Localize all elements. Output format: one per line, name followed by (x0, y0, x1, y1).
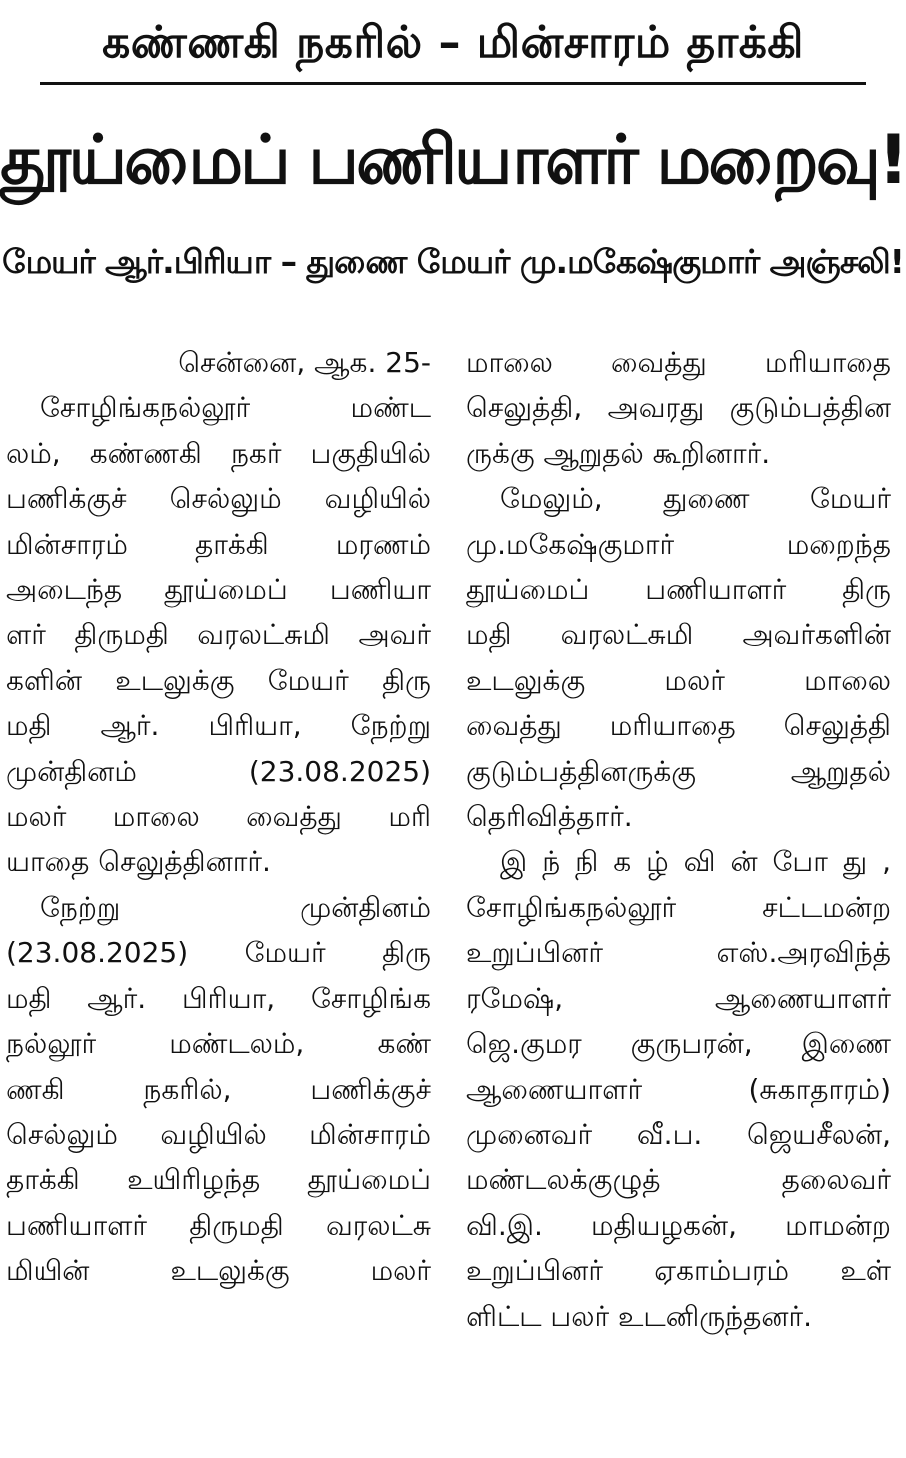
body-line: உறுப்பினர் ஏகாம்பரம் உள் (466, 1254, 891, 1288)
body-line: தூய்மைப் பணியாளர் திரு (466, 573, 891, 607)
body-line: களின் உடலுக்கு மேயர் திரு (6, 663, 431, 697)
body-line: மின்சாரம் தாக்கி மரணம் (6, 527, 431, 561)
body-line: மதி வரலட்சுமி அவர்களின் (466, 618, 891, 652)
left-column (6, 340, 431, 1294)
body-line: லம், கண்ணகி நகர் பகுதியில் (6, 436, 431, 470)
body-line: அடைந்த தூய்மைப் பணியா (6, 573, 431, 607)
body-line: தாக்கி உயிரிழந்த தூய்மைப் (6, 1163, 431, 1197)
body-line: நேற்று முன்தினம் (40, 890, 431, 924)
body-line: உறுப்பினர் எஸ்.அரவிந்த் (466, 936, 891, 970)
body-line: சோழிங்கநல்லூர் சட்டமன்ற (466, 890, 891, 924)
body-line: குடும்பத்தினருக்கு ஆறுதல் (466, 754, 891, 788)
body-line: ஆணையாளர் (சுகாதாரம்) (466, 1072, 891, 1106)
body-line: ஜெ.குமர குருபரன், இணை (466, 1027, 891, 1061)
body-line: மேலும், துணை மேயர் (500, 482, 891, 516)
sub-headline: மேயர் ஆர்.பிரியா – துணை மேயர் மு.மகேஷ்குமார் அஞ்சலி! (2, 242, 904, 281)
body-line: ரமேஷ், ஆணையாளர் (466, 981, 891, 1015)
body-line: முன்தினம் (23.08.2025) (6, 754, 431, 788)
body-line: மியின் உடலுக்கு மலர் (6, 1254, 431, 1288)
body-line: பணிக்குச் செல்லும் வழியில் (6, 482, 431, 516)
body-line: செல்லும் வழியில் மின்சாரம் (6, 1117, 431, 1151)
body-line: வி.இ. மதியழகன், மாமன்ற (466, 1208, 891, 1242)
body-line: பணியாளர் திருமதி வரலட்சு (6, 1208, 431, 1242)
body-line: யாதை செலுத்தினார். (6, 845, 271, 879)
body-line: செலுத்தி, அவரது குடும்பத்தின (466, 391, 891, 425)
body-line: முனைவர் வீ.ப. ஜெயசீலன், (466, 1117, 891, 1151)
body-line: (23.08.2025) மேயர் திரு (6, 936, 431, 970)
body-line: வைத்து மரியாதை செலுத்தி (466, 709, 891, 743)
body-line: மண்டலக்குழுத் தலைவர் (466, 1163, 891, 1197)
body-line: தெரிவித்தார். (466, 800, 633, 834)
body-line: உடலுக்கு மலர் மாலை (466, 663, 891, 697)
body-line: மதி ஆர். பிரியா, சோழிங்க (6, 981, 431, 1015)
dateline: சென்னை, ஆக. 25- (178, 346, 431, 379)
body-line: சோழிங்கநல்லூர் மண்ட (40, 391, 431, 425)
main-headline: தூய்மைப் பணியாளர் மறைவு! (0, 121, 906, 200)
kicker-headline: கண்ணகி நகரில் – மின்சாரம் தாக்கி (40, 14, 866, 85)
body-line: ணகி நகரில், பணிக்குச் (6, 1072, 431, 1106)
right-column (466, 340, 891, 1339)
body-line: மு.மகேஷ்குமார் மறைந்த (466, 527, 891, 561)
body-line: மலர் மாலை வைத்து மரி (6, 800, 431, 834)
body-line: ளிட்ட பலர் உடனிருந்தனர். (466, 1299, 813, 1333)
body-line: ளர் திருமதி வரலட்சுமி அவர் (6, 618, 431, 652)
body-line: நல்லூர் மண்டலம், கண் (6, 1027, 431, 1061)
body-line: ருக்கு ஆறுதல் கூறினார். (466, 436, 771, 470)
body-line: மாலை வைத்து மரியாதை (466, 346, 891, 379)
body-line: இ ந் நி க ழ் வி ன் போ து , (500, 845, 891, 879)
body-line: மதி ஆர். பிரியா, நேற்று (6, 709, 431, 743)
